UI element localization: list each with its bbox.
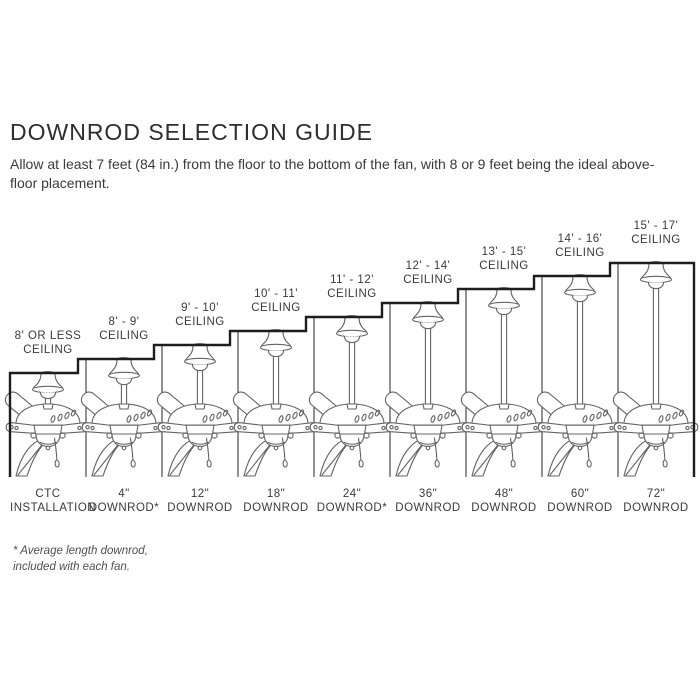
ceiling-height-label: 12' - 14' CEILING: [403, 260, 453, 286]
ceiling-height-label: 14' - 16' CEILING: [555, 233, 605, 259]
downrod-size-label: CTC INSTALLATION: [10, 488, 97, 514]
downrod-size-label: 72" DOWNROD: [623, 488, 689, 514]
ceiling-fan-illustration: [611, 262, 698, 476]
ceiling-height-label: 11' - 12' CEILING: [327, 274, 377, 300]
ceiling-fan-illustration: [459, 288, 546, 476]
downrod-size-label: 12" DOWNROD: [167, 488, 233, 514]
footnote-line: * Average length downrod,: [13, 545, 148, 557]
downrod-size-label: 36" DOWNROD: [395, 488, 461, 514]
ceiling-height-label: 10' - 11' CEILING: [251, 288, 301, 314]
ceiling-fan-illustration: [231, 330, 318, 476]
footnote: [13, 544, 148, 575]
ceiling-fan-illustration: [79, 358, 166, 476]
downrod-size-label: 18" DOWNROD: [243, 488, 309, 514]
ceiling-fan-illustration: [307, 316, 394, 476]
ceiling-height-label: 9' - 10' CEILING: [175, 302, 225, 328]
downrod-size-label: 48" DOWNROD: [471, 488, 537, 514]
page-title: DOWNROD SELECTION GUIDE: [10, 119, 373, 145]
downrod-size-label: 4" DOWNROD*: [88, 488, 160, 514]
footnote-line: included with each fan.: [13, 560, 130, 573]
ceiling-fan-illustration: [383, 302, 470, 476]
downrod-size-label: 24" DOWNROD*: [316, 488, 388, 514]
ceiling-height-label: 15' - 17' CEILING: [631, 220, 681, 246]
ceiling-height-label: 8' OR LESS CEILING: [14, 330, 82, 356]
ceiling-height-label: 8' - 9' CEILING: [99, 316, 149, 342]
ceiling-height-label: 13' - 15' CEILING: [479, 246, 529, 272]
page-subtitle: Allow at least 7 feet (84 in.) from the floor to the bottom of the fan, with 8 or 9 feet being the ideal above-floor placement.: [10, 156, 655, 191]
ceiling-fan-illustration: [535, 275, 622, 476]
ceiling-fan-illustration: [3, 372, 90, 476]
ceiling-fan-illustration: [155, 344, 242, 476]
downrod-size-label: 60" DOWNROD: [547, 488, 613, 514]
